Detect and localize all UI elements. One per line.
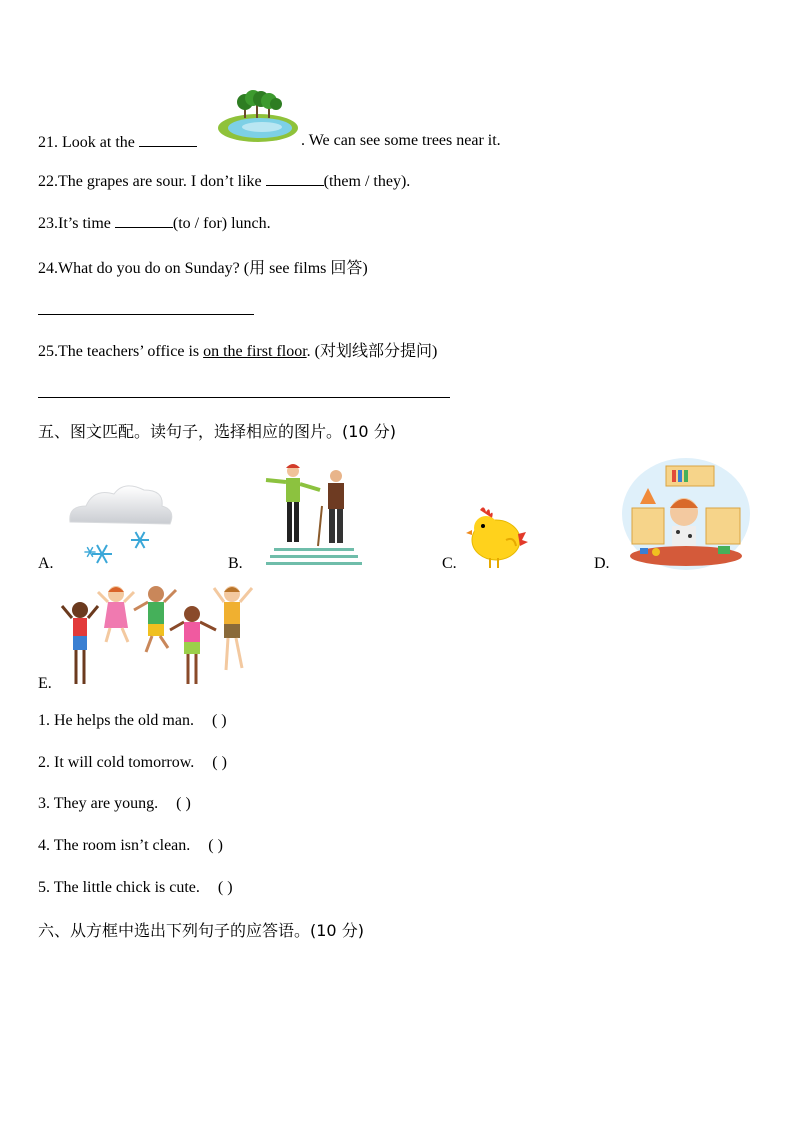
helping-old-man-icon [260,462,370,570]
question-text-end: . (对划线部分提问) [306,343,438,360]
answer-blank[interactable] [266,171,324,186]
match-sentence-5 [38,879,233,897]
option-c-label: C. [442,555,457,572]
option-a-label: A. [38,555,54,572]
sentence-text: 4. The room isn’t clean. [38,837,191,854]
question-24 [38,255,368,278]
answer-line[interactable] [38,314,254,315]
snow-cloud-icon [64,480,176,570]
answer-blank[interactable] [115,213,173,228]
underlined-phrase: on the first floor [203,343,307,360]
option-b-label: B. [228,555,243,572]
question-text: .The teachers’ office is [54,343,204,360]
answer-blank[interactable] [139,132,197,147]
section-5-title: 五、图文匹配。读句子，选择相应的图片。(10 分) [38,422,396,441]
chick-icon [466,506,528,570]
option-e-label: E. [38,675,52,692]
answer-parentheses[interactable]: ( ) [211,712,227,729]
match-sentence-4 [38,837,223,855]
sentence-text: 1. He helps the old man. [38,712,194,729]
question-text: .The grapes are sour. I don’t like [54,173,262,190]
question-25 [38,338,437,361]
sentence-text: 5. The little chick is cute. [38,879,200,896]
question-number: 24 [38,260,54,277]
answer-parentheses[interactable]: ( ) [176,795,191,812]
question-number: 22 [38,173,54,190]
match-sentence-3 [38,795,191,813]
option-d-label: D. [594,555,610,572]
lake-with-trees-icon [216,90,300,144]
question-text-end: (to / for) lunch. [172,215,271,232]
answer-line[interactable] [38,397,450,398]
question-21 [38,132,197,152]
answer-parentheses[interactable]: ( ) [208,837,223,854]
question-22 [38,171,410,191]
question-number: 23 [38,215,54,232]
question-number: 21 [38,134,54,151]
question-23 [38,213,271,233]
sentence-text: 3. They are young. [38,795,159,812]
messy-room-icon [620,452,752,572]
question-text: . Look at the [54,134,135,151]
answer-parentheses[interactable]: ( ) [217,879,233,896]
question-number: 25 [38,343,54,360]
sentence-text: 2. It will cold tomorrow. [38,754,195,771]
jumping-children-icon [58,580,258,690]
answer-parentheses[interactable]: ( ) [212,754,227,771]
question-text: .It’s time [54,215,111,232]
match-sentence-2 [38,754,227,772]
question-text: .What do you do on Sunday? (用 see films 回答) [54,260,368,277]
question-text-end: (them / they). [323,173,411,190]
match-sentence-1 [38,712,227,730]
question-21-end: . We can see some trees near it. [301,132,501,149]
section-6-title: 六、从方框中选出下列句子的应答语。(10 分) [38,921,364,940]
